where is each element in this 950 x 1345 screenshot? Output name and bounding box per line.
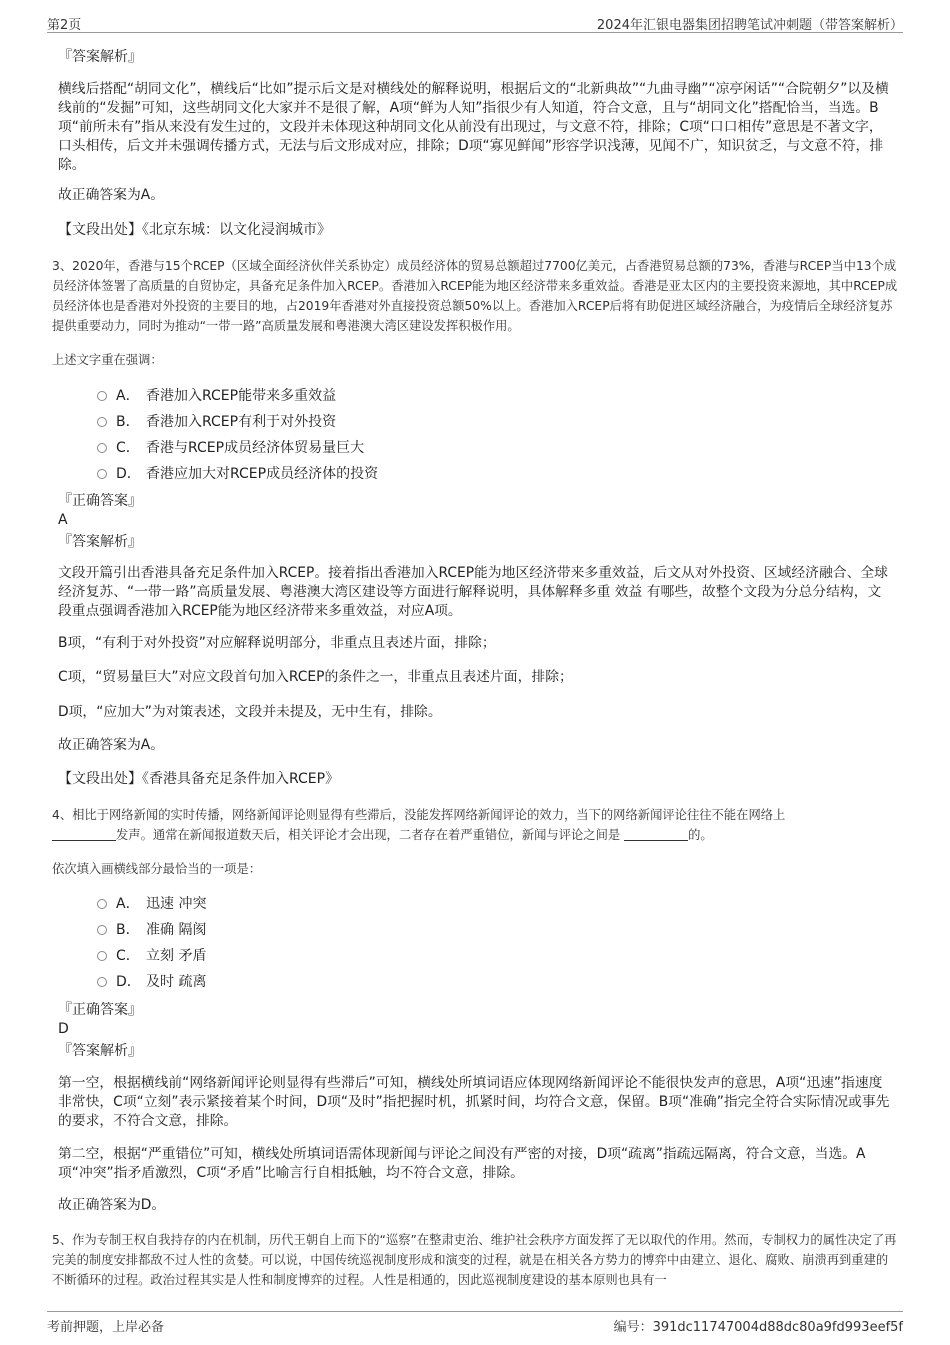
page-footer: [47, 1311, 903, 1335]
radio-icon[interactable]: [97, 951, 107, 961]
page-number: 第2页: [47, 18, 82, 33]
fill-blank-2[interactable]: [624, 828, 688, 841]
q5-stem: 5、作为专制王权自我持存的内在机制，历代王朝自上而下的“巡察”在整肃吏治、维护社会秩序方面发挥了无以取代的作用。然而，专制权力的属性决定了再完美的制度安排都敌不过人性的贪婪。可以说，中国传统巡视制度形成和演变的过程，就是在相关各方势力的博弈中由建立、退化、腐败、崩溃再到重建的不断循环的过程。政治过程其实是人性和制度博弈的过程。人性是相通的，因此巡视制度建设的基本原则也具有一: [52, 1233, 897, 1287]
q4-option-c[interactable]: C． 立刻 矛盾: [97, 947, 206, 965]
q3-stem: 3、2020年，香港与15个RCEP（区域全面经济伙伴关系协定）成员经济体的贸易总额超过7700亿美元，占香港贸易总额的73%，香港与RCEP当中13个成员经济体签署了高质量的自贸协定，具备充足条件加入RCEP。香港加入RCEP能为地区经济带来多重效益。香港是亚太区内的主要投资来源地，其中RCEP成员经济体也是香港对外投资的主要目的地，占2019年香港对外直接投资总额50%以上。香港加入RCEP后将有助促进区域经济融合，为疫情后全球经济复苏提供重要动力，同时为推动“一带一路”高质量发展和粤港澳大湾区建设发挥积极作用。: [52, 259, 898, 333]
q3-prompt: 上述文字重在强调：: [52, 353, 163, 367]
q2-analysis: 横线后搭配“胡同文化”，横线后“比如”提示后文是对横线处的解释说明，根据后文的“北新典故”“九曲寻幽”“凉亭闲话”“合院朝夕”以及横线前的“发掘”可知，这些胡同文化大家并不是很了解，A项“鲜为人知”指很少有人知道，符合文意，且与“胡同文化”搭配恰当，当选。B项“前所未有”指从来没有发生过的，文段并未体现这种胡同文化从前没有出现过，与文意不符，排除；C项“口口相传”意思是不著文字，口头相传，后文并未强调传播方式，无法与后文形成对应，排除；D项“寡见鲜闻”形容学识浅薄，见闻不广，知识贫乏，与文意不符，排除。: [58, 81, 889, 173]
radio-icon[interactable]: [97, 443, 107, 453]
q4-option-b[interactable]: B． 准确 隔阂: [97, 921, 206, 939]
q3-source: [58, 770, 894, 788]
radio-icon[interactable]: [97, 469, 107, 479]
document-code: 编号：391dc11747004d88dc80a9fd993eef5f: [613, 1320, 903, 1335]
q3-conclusion: 故正确答案为A。: [58, 737, 165, 753]
q2-source: [58, 221, 894, 239]
q4-analysis-2: 第二空，根据“严重错位”可知，横线处所填词语需体现新闻与评论之间没有严密的对接，D项“疏离”指疏远隔离，符合文意，当选。A项“冲突”指矛盾激烈，C项“矛盾”比喻言行自相抵触，均不符合文意，排除。: [58, 1146, 866, 1181]
q2-source-title: 《北京东城：以文化浸润城市》: [142, 222, 331, 238]
q4-conclusion: 故正确答案为D。: [58, 1197, 166, 1213]
q2-conclusion: 故正确答案为A。: [58, 187, 165, 203]
document-title: 2024年汇银电器集团招聘笔试冲刺题（带答案解析）: [596, 18, 903, 33]
q4-prompt: 依次填入画横线部分最恰当的一项是：: [52, 862, 262, 876]
q3-option-d[interactable]: D． 香港应加大对RCEP成员经济体的投资: [97, 465, 378, 483]
correct-answer-label: 『正确答案』: [58, 493, 142, 509]
q3-option-c[interactable]: C． 香港与RCEP成员经济体贸易量巨大: [97, 439, 364, 457]
q3-analysis-1: 文段开篇引出香港具备充足条件加入RCEP。接着指出香港加入RCEP能为地区经济带来多重效益，后文从对外投资、区域经济融合、全球经济复苏、“一带一路”高质量发展、粤港澳大湾区建设等方面进行解释说明，具体解释多重 效益 有哪些，故整个文段为分总分结构，文段重点强调香港加入RCEP能为地区经济带来多重效益，对应A项。: [58, 565, 888, 619]
q3-analysis-4: D项，“应加大”为对策表述，文段并未提及，无中生有，排除。: [58, 704, 442, 720]
radio-icon[interactable]: [97, 977, 107, 987]
analysis-label: 『答案解析』: [58, 534, 142, 550]
q4-option-a[interactable]: A． 迅速 冲突: [97, 895, 206, 913]
source-label: 【文段出处】: [58, 771, 142, 787]
q3-source-title: 《香港具备充足条件加入RCEP》: [142, 771, 340, 787]
page-header: [47, 14, 903, 33]
correct-answer-label: 『正确答案』: [58, 1002, 142, 1018]
q4-option-d[interactable]: D． 及时 疏离: [97, 973, 206, 991]
radio-icon[interactable]: [97, 925, 107, 935]
q3-option-b[interactable]: B． 香港加入RCEP有利于对外投资: [97, 413, 336, 431]
radio-icon[interactable]: [97, 391, 107, 401]
analysis-label: 『答案解析』: [58, 1043, 142, 1059]
fill-blank-1[interactable]: [52, 828, 116, 841]
q4-stem: 4、相比于网络新闻的实时传播，网络新闻评论则显得有些滞后，没能发挥网络新闻评论的效力，当下的网络新闻评论往往不能在网络上 发声。通常在新闻报道数天后，相关评论才会出现，二者存在着严重错位，新闻与评论之间是 的。: [52, 808, 786, 842]
radio-icon[interactable]: [97, 899, 107, 909]
footer-slogan: 考前押题，上岸必备: [47, 1320, 165, 1335]
radio-icon[interactable]: [97, 417, 107, 427]
source-label: 【文段出处】: [58, 222, 142, 238]
q3-analysis-2: B项，“有利于对外投资”对应解释说明部分，非重点且表述片面，排除；: [58, 635, 496, 651]
q3-answer: A: [58, 512, 68, 528]
q4-analysis-1: 第一空，根据横线前“网络新闻评论则显得有些滞后”可知，横线处所填词语应体现网络新闻评论不能很快发声的意思，A项“迅速”指速度非常快，C项“立刻”表示紧接着某个时间，D项“及时”指把握时机，抓紧时间，均符合文意，保留。B项“准确”指完全符合实际情况或事先的要求，不符合文意，排除。: [58, 1075, 890, 1129]
q3-option-a[interactable]: A． 香港加入RCEP能带来多重效益: [97, 387, 336, 405]
q3-analysis-3: C项，“贸易量巨大”对应文段首句加入RCEP的条件之一，非重点且表述片面，排除；: [58, 669, 573, 685]
analysis-label: 『答案解析』: [58, 49, 142, 65]
q4-answer: D: [58, 1021, 69, 1037]
